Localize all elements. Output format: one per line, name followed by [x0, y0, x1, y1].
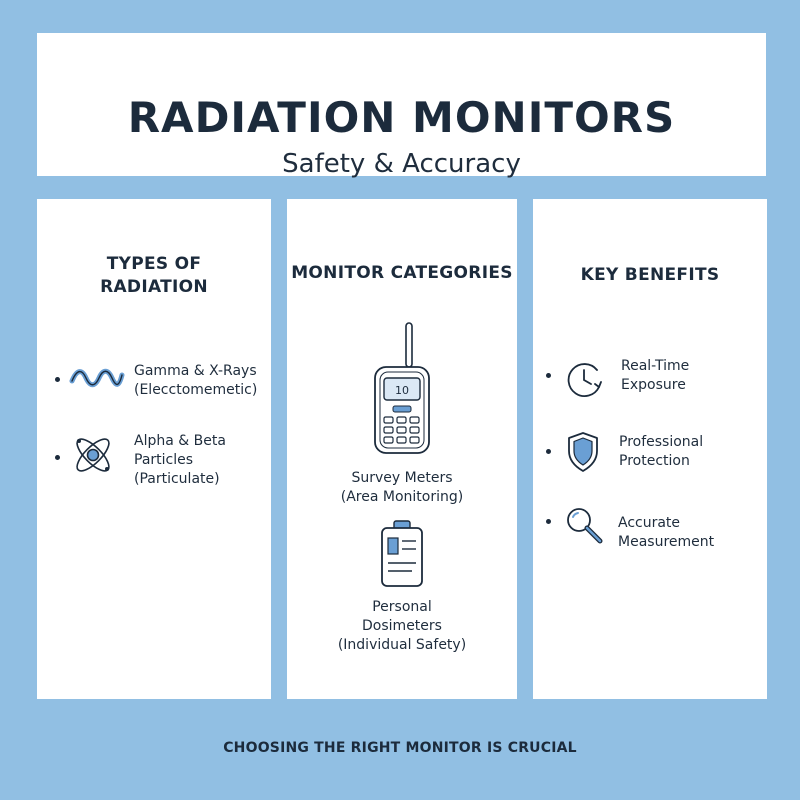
survey-meter-icon: [371, 321, 433, 457]
shield-icon: [566, 431, 600, 473]
footer-text: CHOOSING THE RIGHT MONITOR IS CRUCIAL: [223, 740, 577, 756]
types-of-radiation-panel: [37, 199, 271, 699]
protection-label-2: Protection: [619, 453, 690, 469]
alpha-beta-text: [134, 432, 226, 489]
personal-dosimeters-text: [287, 598, 517, 655]
key-benefits-panel: [533, 199, 767, 699]
real-time-label: Real-Time: [621, 358, 690, 374]
page-subtitle: Safety & Accuracy: [282, 149, 521, 179]
gamma-xray-label: Gamma & X-Rays: [134, 363, 257, 379]
bullet: [546, 449, 551, 454]
gamma-xray-sub: (Elecctomemetic): [134, 382, 258, 398]
alpha-beta-label-2: Particles: [134, 452, 194, 468]
categories-title: MONITOR CATEGORIES: [291, 263, 513, 283]
meter-display-text: 10: [395, 384, 409, 397]
personal-dosimeters-sub: (Individual Safety): [337, 637, 467, 653]
header-panel: [37, 33, 766, 179]
magnifier-icon: [564, 505, 604, 545]
real-time-text: [621, 357, 689, 395]
page-title: RADIATION MONITORS: [127, 93, 676, 142]
wave-icon: [69, 365, 125, 391]
benefits-title: KEY BENEFITS: [580, 265, 720, 285]
survey-meters-sub: (Area Monitoring): [340, 489, 464, 505]
alpha-beta-sub: (Particulate): [134, 471, 220, 487]
survey-meters-label: Survey Meters: [351, 470, 453, 486]
bullet: [546, 519, 551, 524]
bullet: [546, 373, 551, 378]
protection-text: [619, 433, 703, 471]
real-time-label-2: Exposure: [621, 377, 686, 393]
types-title: [37, 253, 271, 299]
types-title-line2: RADIATION: [100, 277, 208, 297]
bullet: [55, 455, 60, 460]
gamma-xray-text: [134, 362, 257, 400]
alpha-beta-label: Alpha & Beta: [134, 433, 226, 449]
personal-dosimeters-label: Personal: [372, 599, 432, 615]
bullet: [55, 377, 60, 382]
accurate-measurement-text: [618, 514, 767, 552]
accurate-measurement-label: Accurate Measurement: [618, 515, 715, 550]
personal-dosimeters-label-2: Dosimeters: [362, 618, 442, 634]
atom-icon: [69, 431, 117, 479]
types-title-line1: TYPES OF: [106, 254, 202, 274]
dosimeter-badge-icon: [379, 519, 425, 589]
monitor-categories-panel: [287, 199, 517, 699]
survey-meters-text: [287, 469, 517, 507]
clock-icon: [564, 360, 604, 400]
protection-label: Professional: [619, 434, 704, 450]
